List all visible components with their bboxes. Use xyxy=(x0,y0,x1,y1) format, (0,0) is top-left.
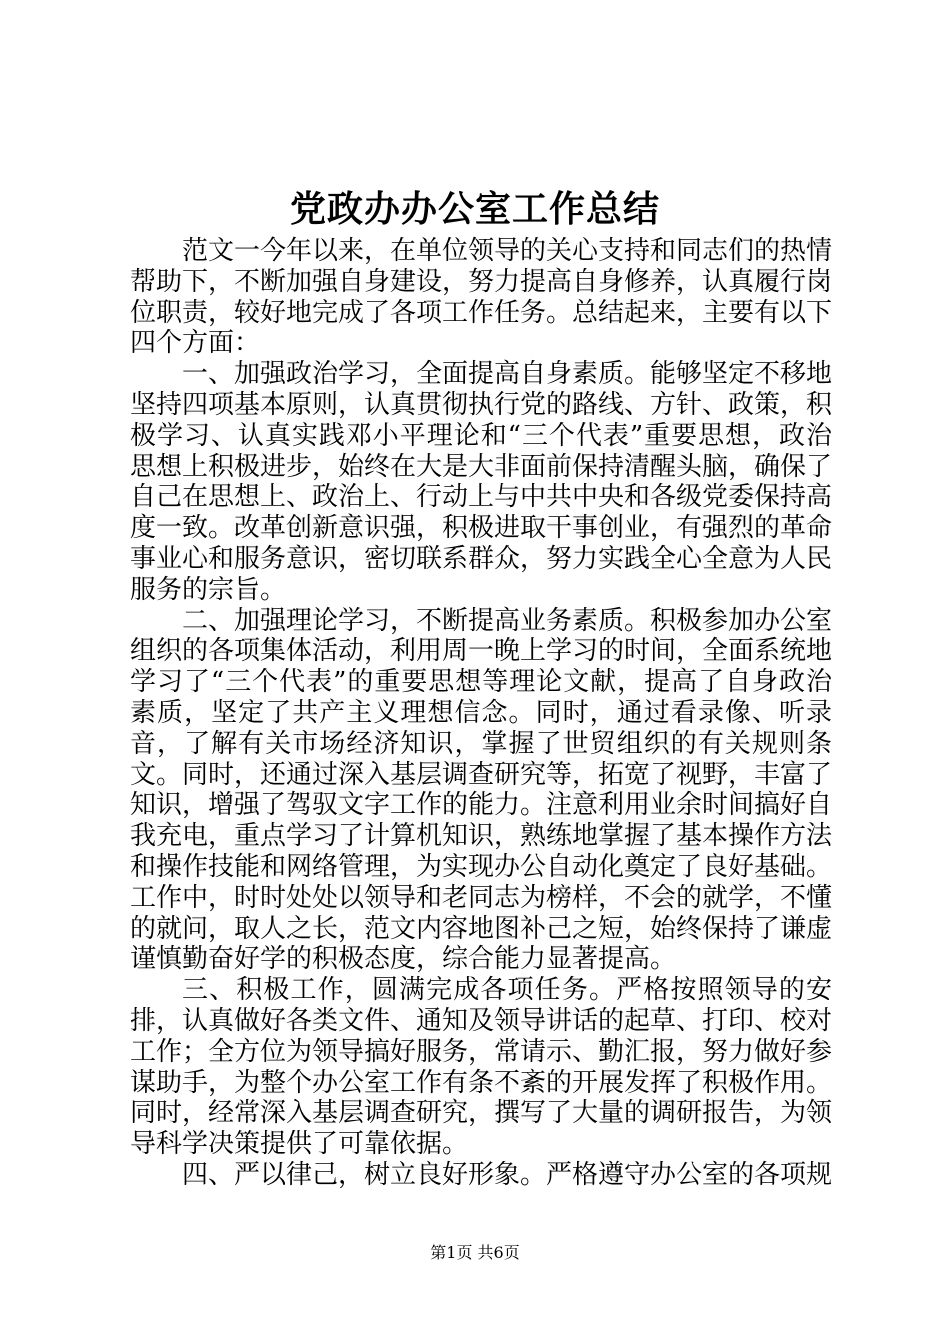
page-number-footer: 第1页 共6页 xyxy=(430,1243,520,1262)
document-body xyxy=(130,236,832,1191)
paragraph-section-1: 一、加强政治学习，全面提高自身素质。能够坚定不移地坚持四项基本原则，认真贯彻执行党的路线、方针、政策，积极学习、认真实践邓小平理论和“三个代表”重要思想，政治思想上积极进步，始终在大是大非面前保持清醒头脑，确保了自己在思想上、政治上、行动上与中共中央和各级党委保持高度一致。改革创新意识强，积极进取干事创业，有强烈的革命事业心和服务意识，密切联系群众，努力实践全心全意为人民服务的宗旨。 xyxy=(130,359,833,605)
paragraph-intro: 范文一今年以来，在单位领导的关心支持和同志们的热情帮助下，不断加强自身建设，努力提高自身修养，认真履行岗位职责，较好地完成了各项工作任务。总结起来，主要有以下四个方面： xyxy=(130,236,833,359)
paragraph-section-2: 二、加强理论学习，不断提高业务素质。积极参加办公室组织的各项集体活动，利用周一晚上学习的时间，全面系统地学习了“三个代表”的重要思想等理论文献，提高了自身政治素质，坚定了共产主义理想信念。同时，通过看录像、听录音，了解有关市场经济知识，掌握了世贸组织的有关规则条文。同时，还通过深入基层调查研究等，拓宽了视野，丰富了知识，增强了驾驭文字工作的能力。注意利用业余时间搞好自我充电，重点学习了计算机知识，熟练地掌握了基本操作方法和操作技能和网络管理，为实现办公自动化奠定了良好基础。工作中，时时处处以领导和老同志为榜样，不会的就学，不懂的就问，取人之长，范文内容地图补己之短，始终保持了谦虚谨慎勤奋好学的积极态度，综合能力显著提高。 xyxy=(130,605,833,975)
paragraph-section-4: 四、严以律己，树立良好形象。严格遵守办公室的各项规 xyxy=(182,1159,833,1190)
document-title: 党政办办公室工作总结 xyxy=(289,188,660,230)
paragraph-section-3: 三、积极工作，圆满完成各项任务。严格按照领导的安排，认真做好各类文件、通知及领导讲话的起草、打印、校对工作；全方位为领导搞好服务，常请示、勤汇报，努力做好参谋助手，为整个办公室工作有条不紊的开展发挥了积极作用。同时，经常深入基层调查研究，撰写了大量的调研报告，为领导科学决策提供了可靠依据。 xyxy=(130,975,833,1160)
